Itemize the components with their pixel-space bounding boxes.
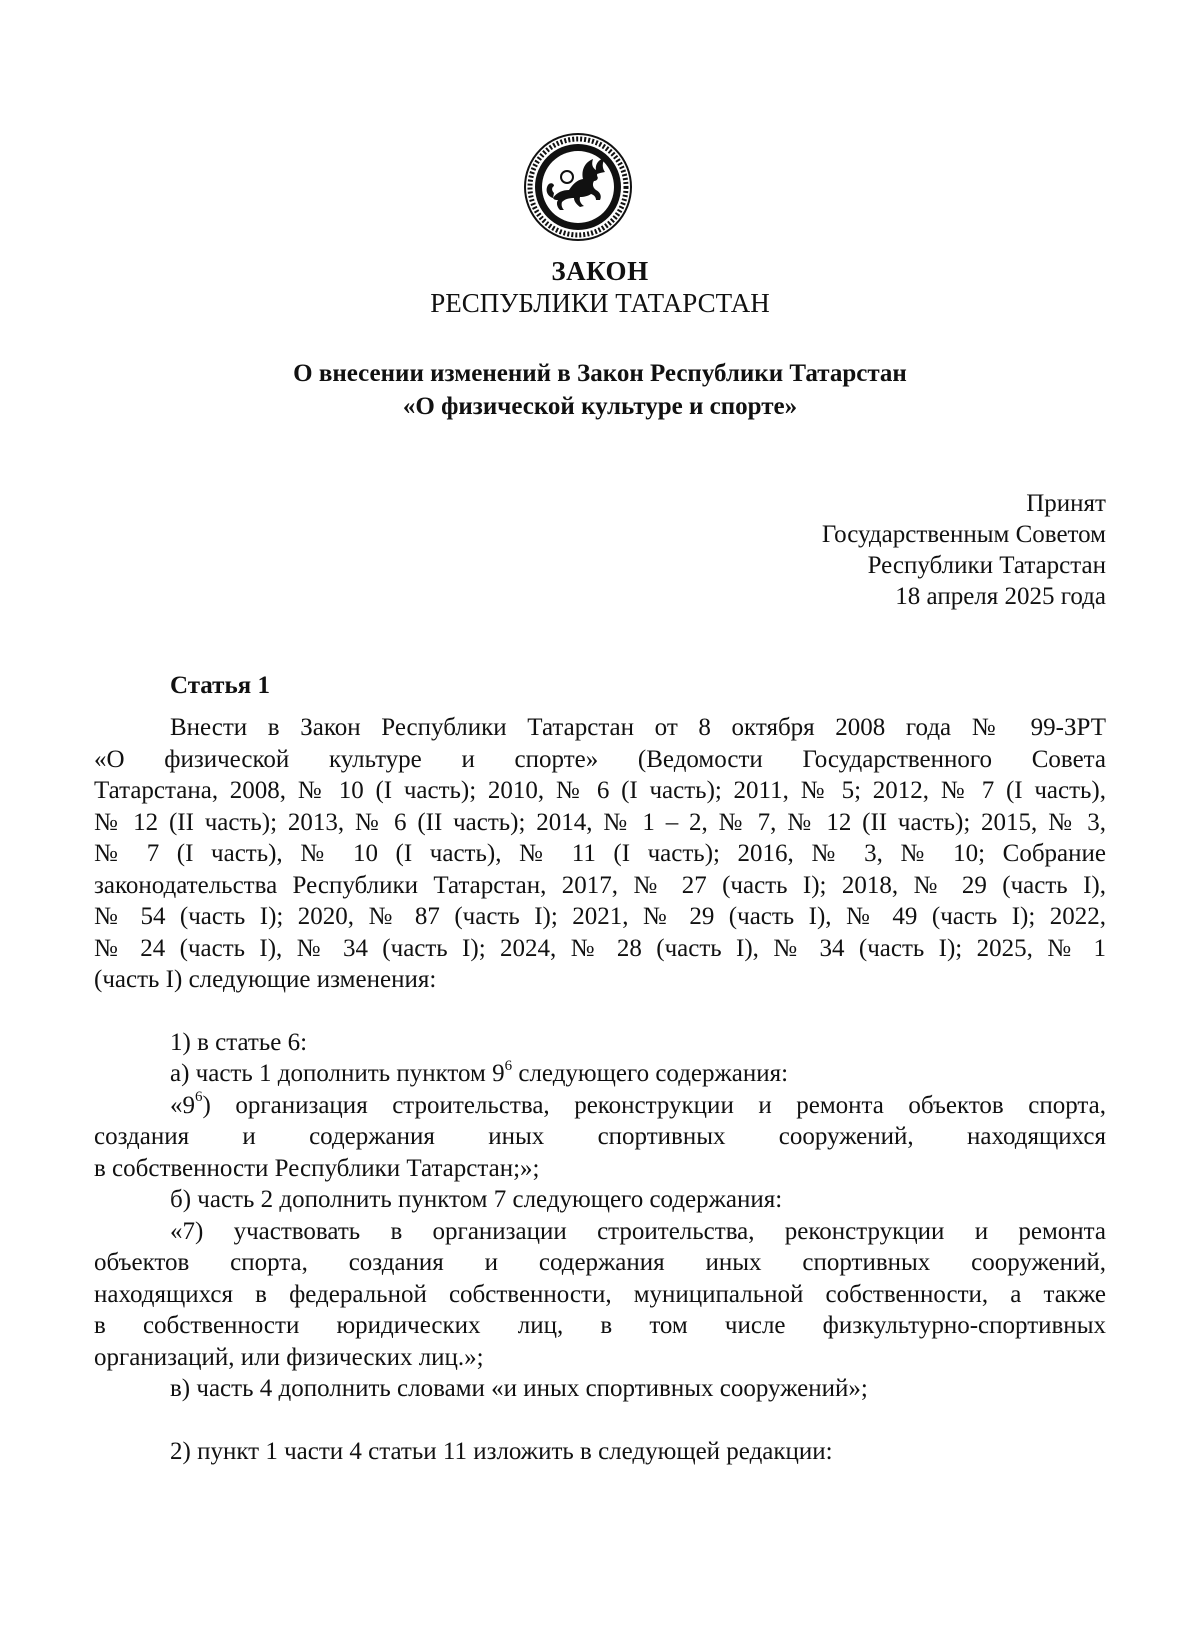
- item-1b-quote-line: в собственности юридических лиц, в том числе физкультурно-спортивных: [94, 1312, 1106, 1339]
- article-body: [94, 712, 1106, 1467]
- item-1a-quote: [94, 1090, 1106, 1122]
- intro-line: Внести в Закон Республики Татарстан от 8 октября 2008 года № 99-ЗРТ: [170, 714, 1106, 741]
- adoption-block: [822, 488, 1106, 612]
- adoption-line-2: Государственным Советом: [821, 521, 1106, 548]
- item-1b: б) часть 2 дополнить пунктом 7 следующего содержания:: [170, 1186, 783, 1213]
- tatarstan-coat-of-arms-icon: [523, 132, 633, 242]
- adoption-date: 18 апреля 2025 года: [895, 583, 1106, 610]
- intro-line: (часть I) следующие изменения:: [94, 966, 437, 993]
- document-type-title: ЗАКОН: [551, 256, 649, 286]
- adoption-line-3: Республики Татарстан: [867, 552, 1106, 579]
- superscript: 6: [504, 1057, 513, 1074]
- intro-line: Татарстана, 2008, № 10 (I часть); 2010, № 6 (I часть); 2011, № 5; 2012, № 7 (I часть),: [94, 777, 1106, 804]
- item-1a: [94, 1058, 1106, 1090]
- item-1b-quote-line: организаций, или физических лиц.»;: [94, 1343, 484, 1371]
- item-1a-quote-line: в собственности Республики Татарстан;»;: [94, 1154, 540, 1182]
- subject-line-1: О внесении изменений в Закон Республики Татарстан: [293, 360, 907, 387]
- adoption-line-1: Принят: [1026, 490, 1106, 517]
- item-1: 1) в статье 6:: [170, 1028, 308, 1056]
- intro-line: № 12 (II часть); 2013, № 6 (II часть); 2014, № 1 – 2, № 7, № 12 (II часть); 2015, № 3,: [94, 808, 1106, 836]
- intro-line: законодательства Республики Татарстан, 2017, № 27 (часть I); 2018, № 29 (часть I),: [94, 871, 1106, 899]
- subject-line-2: «О физической культуре и спорте»: [402, 393, 798, 420]
- item-1a-text-end: следующего содержания:: [512, 1060, 789, 1087]
- item-1b-quote-line: находящихся в федеральной собственности, муниципальной собственности, а также: [94, 1280, 1106, 1308]
- quote-start: «9: [170, 1091, 195, 1119]
- item-1a-text: а) часть 1 дополнить пунктом 9: [170, 1060, 505, 1087]
- quote-text: ) организация строительства, реконструкции и ремонта объектов спорта,: [202, 1091, 1106, 1119]
- item-2: 2) пункт 1 части 4 статьи 11 изложить в следующей редакции:: [170, 1437, 833, 1465]
- emblem-inscription: TATAPCTAH: [557, 210, 599, 224]
- item-1b-quote-line: «7) участвовать в организации строительства, реконструкции и ремонта: [170, 1217, 1106, 1245]
- superscript: 6: [195, 1089, 203, 1106]
- article-heading: Статья 1: [170, 672, 270, 699]
- intro-line: № 54 (часть I); 2020, № 87 (часть I); 2021, № 29 (часть I), № 49 (часть I); 2022,: [94, 903, 1106, 930]
- item-1b-quote-line: объектов спорта, создания и содержания иных спортивных сооружений,: [94, 1249, 1106, 1276]
- item-1a-quote-line: создания и содержания иных спортивных сооружений, находящихся: [94, 1123, 1106, 1150]
- intro-line: № 7 (I часть), № 10 (I часть), № 11 (I часть); 2016, № 3, № 10; Собрание: [94, 840, 1106, 867]
- intro-line: № 24 (часть I), № 34 (часть I); 2024, № 28 (часть I), № 34 (часть I); 2025, № 1: [94, 934, 1106, 962]
- republic-title: РЕСПУБЛИКИ ТАТАРСТАН: [430, 288, 770, 318]
- item-1c: в) часть 4 дополнить словами «и иных спортивных сооружений»;: [170, 1375, 868, 1402]
- intro-line: «О физической культуре и спорте» (Ведомости Государственного Совета: [94, 745, 1106, 773]
